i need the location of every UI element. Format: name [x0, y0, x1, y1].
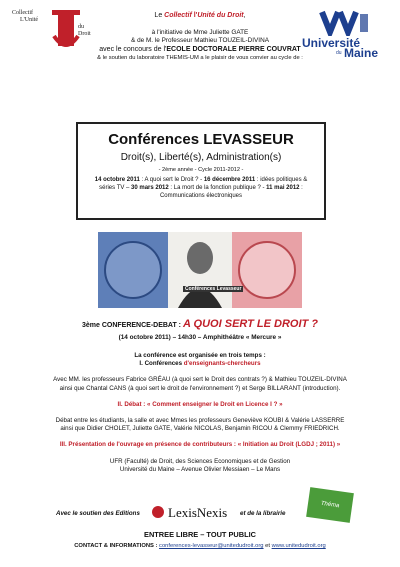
part-2-text-2: ainsi que Didier CHOLET, Juliette GATE, Valérie NICOLAS, Benjamin RICOU & Clemmy FRIEDRICH. [60, 425, 340, 433]
header-line-4 [70, 46, 330, 55]
support-pre: Avec le soutien des Editions [56, 510, 140, 517]
date-1: 14 octobre 2011 [94, 177, 140, 183]
program-intro: La conférence est organisée en trois temps : [134, 352, 266, 359]
topic-2: : idées politiques & séries TV – [99, 177, 308, 191]
program-part-1 [20, 360, 380, 368]
part-2-title-text: II. Débat : « Comment enseigner le Droit en Licence I ? » [117, 400, 283, 408]
conference-title: Conférences LEVASSEUR [108, 131, 294, 148]
part-2-text-1: Débat entre les étudiants, la salle et avec Mmes les professeurs Geneviève KOUBI & Valérie LASSERRE [55, 417, 345, 425]
part-1-text-2: ainsi que Chantal CANS (à quoi sert le droit de l'environnement ?) et Serge BILLARANT (introduction). [59, 384, 341, 392]
header-line-5: & le soutien du laboratoire THEMIS-UM a le plaisir de vous convier au cycle de : [97, 55, 303, 62]
part-1-num: I. Conférences [139, 360, 184, 368]
portrait-illustration [98, 232, 302, 308]
topic-1: : A quoi sert le Droit ? - [139, 177, 204, 183]
conference-images [98, 232, 302, 308]
logo-word-4: Droit [78, 31, 91, 37]
venue-line-2: Université du Maine – Avenue Olivier Messiaen – Le Mans [119, 465, 281, 473]
header-block [70, 10, 330, 63]
contact-and: et [263, 543, 272, 549]
part-1-text-1: Avec MM. les professeurs Fabrice GRÉAU (à quoi sert le Droit des contrats ?) & Mathieu TOUZEIL-DIVINA [53, 376, 347, 384]
venue-line-1: UFR (Faculté) de Droit, des Sciences Economiques et de Gestion [109, 457, 291, 465]
part-3 [20, 441, 380, 449]
logo-word-1: Collectif [12, 10, 33, 16]
part-3-title: « Initiation au Droit (LGDJ ; 2011) » [237, 441, 341, 449]
support-row [56, 500, 356, 522]
contact-label: CONTACT & INFORMATIONS : [74, 543, 160, 549]
debate-block [20, 318, 380, 341]
lexisnexis-name: LexisNexis [168, 505, 228, 520]
program-block [20, 352, 380, 474]
conference-edition: - 2ème année - Cycle 2011-2012 - [158, 167, 244, 173]
header-line-1 [70, 12, 330, 21]
topic-3: : La mort de la fonction publique ? - [168, 185, 267, 191]
header-line-1-end: , [243, 12, 246, 19]
debate-heading [20, 318, 380, 330]
support-mid: et de la librairie [240, 510, 286, 517]
header-mid: l' [191, 12, 198, 19]
date-3: 30 mars 2012 [131, 185, 169, 191]
conference-subtitle: Droit(s), Liberté(s), Administration(s) [120, 152, 282, 163]
part-1-title: d'enseignants-chercheurs [183, 360, 261, 368]
logo-word-2: L'Unité [20, 17, 39, 23]
topic-4: : Communications électroniques [159, 185, 303, 199]
header-line-2: à l'initiative de Mme Juliette GATE [151, 28, 249, 36]
conference-dates [88, 176, 314, 200]
header-school: ECOLE DOCTORALE PIERRE COUVRAT [166, 45, 301, 53]
header-line-1-pre: Le [154, 12, 165, 19]
contact-email-link[interactable]: conferences-levasseur@unitedudroit.org [159, 543, 264, 549]
conference-box [76, 122, 326, 220]
website-link[interactable]: www.unitedudroit.org [271, 543, 326, 549]
footer-block [20, 530, 380, 549]
header-line-4-pre: avec le concours de l' [99, 45, 167, 53]
debate-title: A QUOI SERT LE DROIT ? [182, 318, 319, 330]
du-word: du [336, 50, 342, 56]
date-4: 11 mai 2012 [266, 185, 300, 191]
debate-pre: 3ème CONFERENCE-DEBAT : [81, 322, 183, 329]
contact-line [20, 543, 380, 549]
header-line-3: & de M. le Professeur Mathieu TOUZEIL-DIVINA [131, 37, 269, 45]
logo-word-3: du [78, 24, 84, 30]
header-collectif: Collectif [164, 12, 192, 19]
part-2-title [20, 401, 380, 409]
image-caption: Conférences Levasseur [185, 286, 242, 292]
entry-free: ENTREE LIBRE – TOUT PUBLIC [144, 530, 256, 539]
header-unite: Unité du Droit [197, 12, 244, 19]
maine-word: Maine [344, 46, 379, 60]
universite-word: Université [302, 36, 361, 50]
date-2: 16 décembre 2011 [203, 177, 256, 183]
lexisnexis-logo-icon [152, 506, 164, 518]
part-3-pre: III. Présentation de l'ouvrage en présence de contributeurs : [59, 441, 238, 449]
thema-logo: Théma [306, 487, 354, 523]
debate-date: (14 octobre 2011) – 14h30 – Amphithéâtre « Mercure » [118, 334, 282, 341]
